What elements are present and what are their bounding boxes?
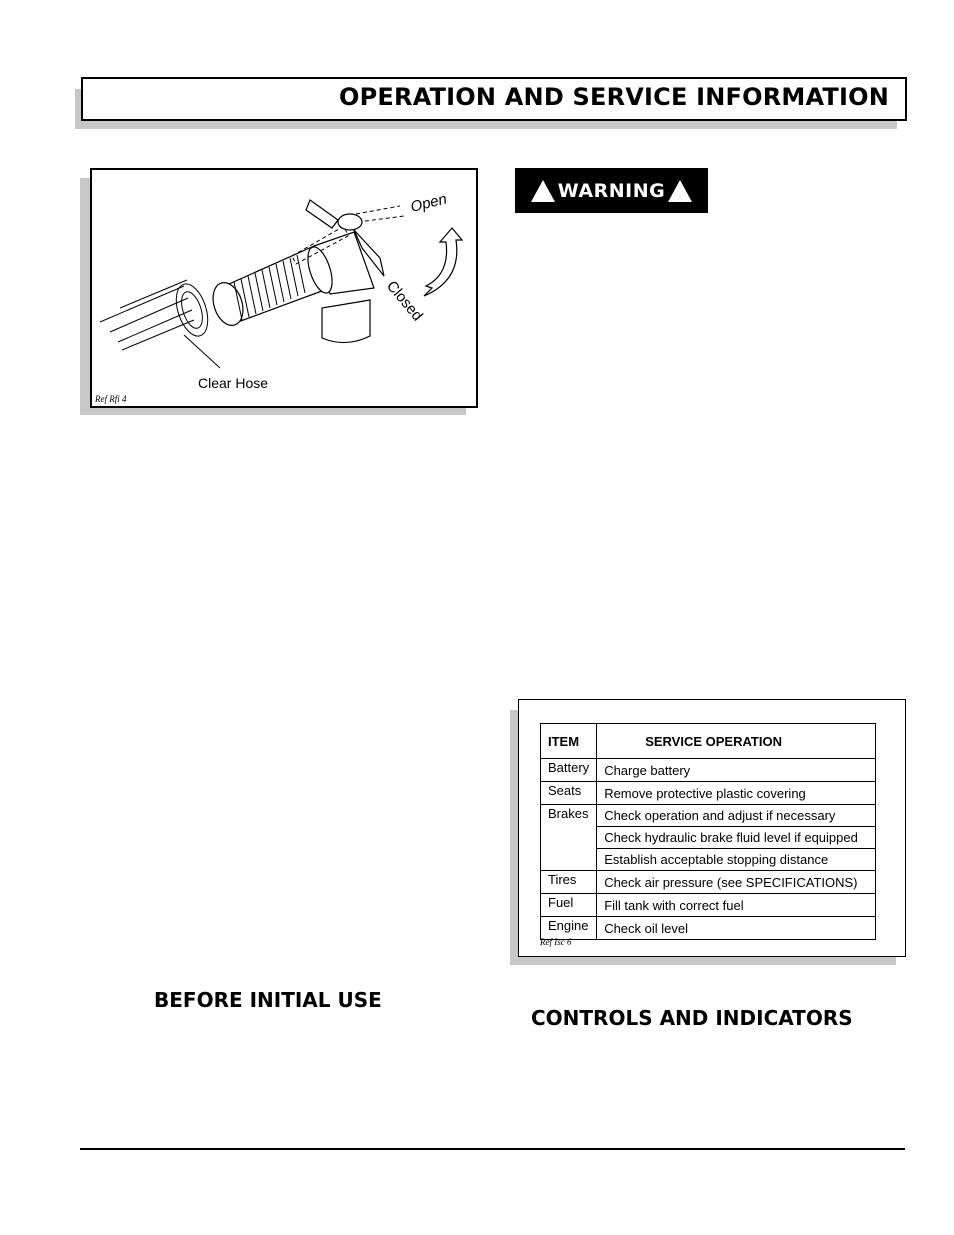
- table-cell-operation: Check operation and adjust if necessary: [597, 805, 876, 827]
- table-row: [541, 894, 876, 917]
- figure-ref: Ref Rfi 4: [95, 394, 127, 404]
- warning-triangle-icon: [530, 179, 556, 203]
- service-table-panel: [518, 699, 906, 957]
- table-header-row: [541, 724, 876, 759]
- drain-valve-illustration: [92, 170, 476, 406]
- section-heading-before-initial-use: BEFORE INITIAL USE: [154, 988, 382, 1012]
- table-cell-item: Seats: [541, 782, 597, 805]
- open-label: Open: [408, 190, 449, 216]
- footer-divider: [80, 1148, 905, 1150]
- table-row: [541, 759, 876, 782]
- table-cell-operation: Establish acceptable stopping distance: [597, 849, 876, 871]
- closed-label: Closed: [382, 277, 426, 325]
- page-title: OPERATION AND SERVICE INFORMATION: [339, 83, 889, 111]
- table-row: [541, 871, 876, 894]
- table-cell-item: Tires: [541, 871, 597, 894]
- column-header-item: ITEM: [541, 724, 597, 759]
- column-header-operation: SERVICE OPERATION: [597, 724, 876, 759]
- table-row: [541, 782, 876, 805]
- table-cell-item: Engine: [541, 917, 597, 940]
- warning-triangle-icon: [667, 179, 693, 203]
- table-cell-operation: Remove protective plastic covering: [597, 782, 876, 805]
- drain-valve-figure: [90, 168, 478, 408]
- clear-hose-label: Clear Hose: [198, 375, 269, 391]
- table-cell-operation: Check air pressure (see SPECIFICATIONS): [597, 871, 876, 894]
- table-cell-operation: Check hydraulic brake fluid level if equipped: [597, 827, 876, 849]
- section-heading-controls-indicators: CONTROLS AND INDICATORS: [531, 1006, 853, 1030]
- table-cell-item: Brakes: [541, 805, 597, 871]
- table-cell-item: Fuel: [541, 894, 597, 917]
- page-header: [81, 77, 907, 121]
- table-cell-item: Battery: [541, 759, 597, 782]
- table-cell-operation: Check oil level: [597, 917, 876, 940]
- table-row: [541, 917, 876, 940]
- table-cell-operation: Charge battery: [597, 759, 876, 782]
- warning-banner: [515, 168, 708, 213]
- initial-service-table: [540, 723, 876, 940]
- warning-label: WARNING: [557, 179, 666, 202]
- table-row: [541, 805, 876, 827]
- table-ref: Ref Isc 6: [540, 937, 572, 947]
- table-cell-operation: Fill tank with correct fuel: [597, 894, 876, 917]
